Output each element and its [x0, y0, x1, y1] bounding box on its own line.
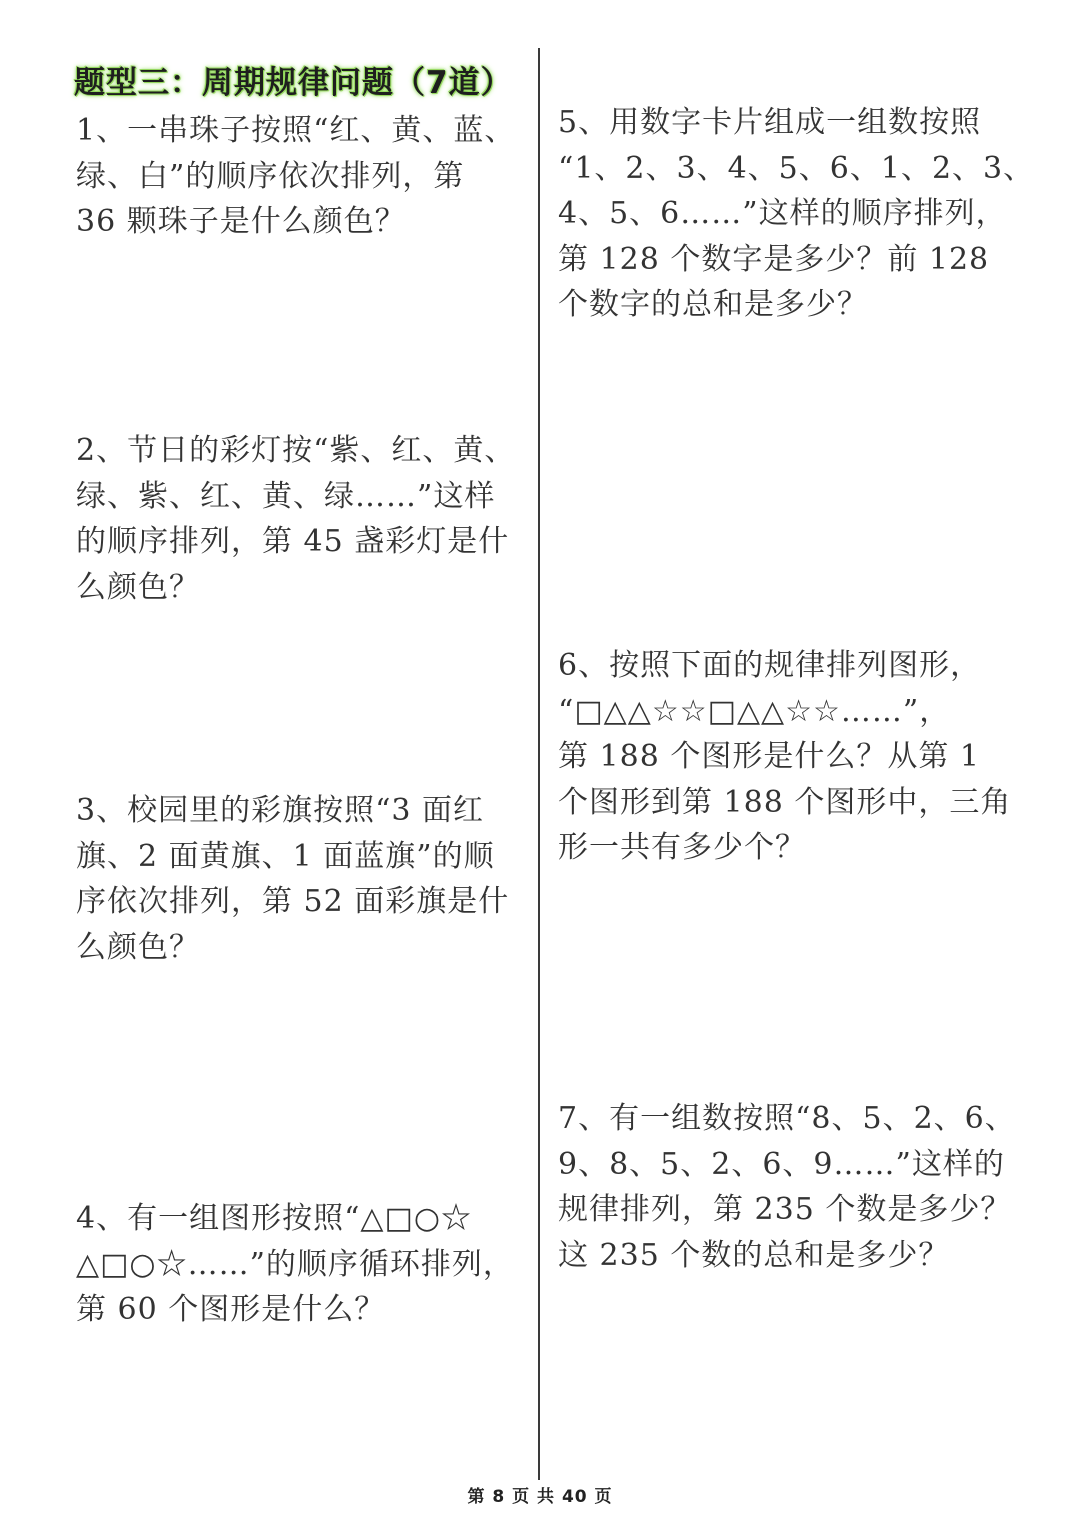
problem-line: 7、有一组数按照“8、5、2、6、: [558, 1101, 1016, 1136]
problem-line: 36 颗珠子是什么颜色？: [76, 204, 406, 239]
problem-line: 个数字的总和是多少？: [558, 287, 868, 322]
problem-line: 3、校园里的彩旗按照“3 面红: [76, 793, 485, 828]
problem-line: 9、8、5、2、6、9……”这样的: [558, 1146, 1005, 1182]
problem-line: 么颜色？: [76, 929, 200, 965]
section-title: 题型三：周期规律问题（7道）: [74, 65, 513, 101]
problem-line: 旗、2 面黄旗、1 面蓝旗”的顺: [76, 838, 495, 874]
problem-line: 第 128 个数字是多少？前 128: [558, 241, 990, 277]
problem-line: △□○☆……”的顺序循环排列，: [76, 1246, 514, 1282]
problem-3: [76, 788, 528, 970]
problem-line: “□△△☆☆□△△☆☆……”，: [558, 693, 951, 729]
problem-line: 序依次排列，第 52 面彩旗是什: [76, 884, 510, 919]
problem-line: 绿、紫、红、黄、绿……”这样: [76, 478, 496, 514]
problem-2: [76, 428, 528, 610]
problem-line: 个图形到第 188 个图形中，三角: [558, 784, 1012, 820]
column-divider: [538, 48, 540, 1480]
problem-line: 第 188 个图形是什么？从第 1: [558, 739, 980, 774]
problem-line: 的顺序排列，第 45 盏彩灯是什: [76, 524, 510, 559]
problem-4: [76, 1196, 528, 1333]
problem-line: 么颜色？: [76, 569, 200, 605]
problem-line: 这 235 个数的总和是多少？: [558, 1237, 950, 1273]
problem-5: [558, 100, 1035, 328]
problem-line: 6、按照下面的规律排列图形，: [558, 648, 982, 683]
problem-line: 2、节日的彩灯按“紫、红、黄、: [76, 433, 516, 468]
problem-line: 4、5、6……”这样的顺序排列，: [558, 196, 1007, 231]
problem-1: [76, 108, 528, 245]
problem-line: 第 60 个图形是什么？: [76, 1292, 386, 1327]
problem-line: 1、一串珠子按照“红、黄、蓝、: [76, 113, 516, 148]
problem-7: [558, 1096, 1018, 1278]
problem-line: 形一共有多少个？: [558, 830, 806, 865]
page-number: 第 8 页 共 40 页: [467, 1487, 613, 1507]
problem-line: 5、用数字卡片组成一组数按照: [558, 105, 982, 140]
problem-line: “1、2、3、4、5、6、1、2、3、: [558, 150, 1035, 186]
corner-watermark: [2, 1514, 72, 1524]
problem-line: 规律排列，第 235 个数是多少？: [558, 1192, 1012, 1227]
problem-line: 4、有一组图形按照“△□○☆: [76, 1201, 473, 1236]
problem-line: 绿、白”的顺序依次排列，第: [76, 158, 465, 194]
problem-6: [558, 643, 1018, 871]
